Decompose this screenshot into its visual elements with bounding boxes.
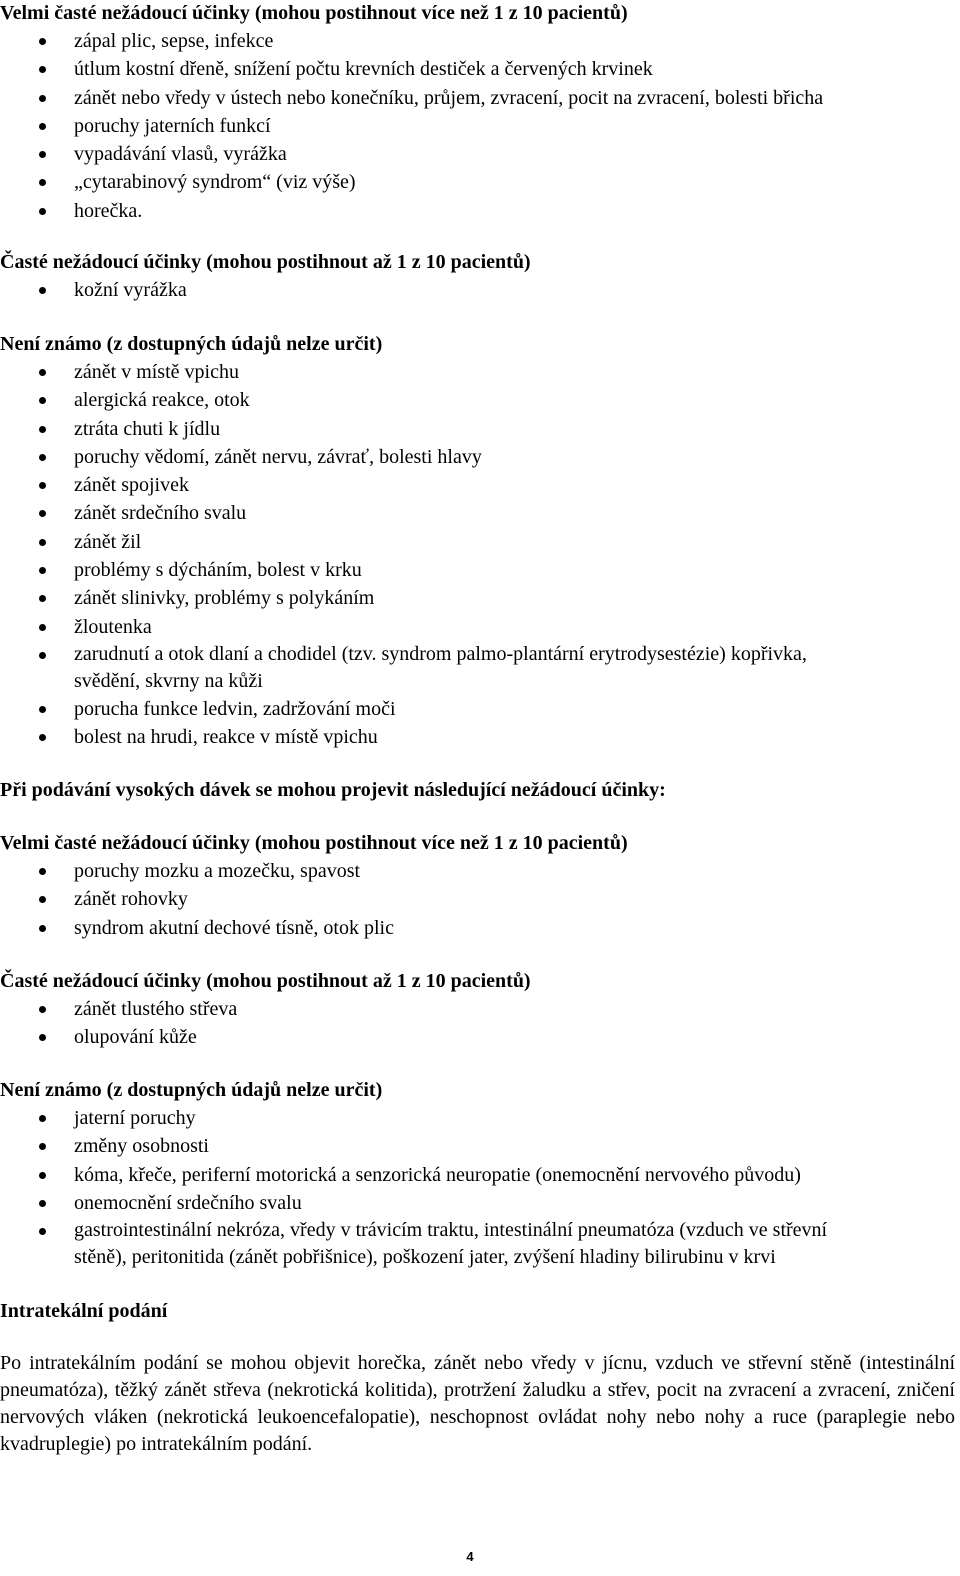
list-item: zánět nebo vředy v ústech nebo konečníku, průjem, zvracení, pocit na zvracení, bolesti břicha: [0, 84, 958, 112]
list-item-text: gastrointestinální nekróza, vředy v trávicím traktu, intestinální pneumatóza (vzduch ve střevní: [74, 1219, 828, 1242]
section-unknown: [0, 331, 958, 752]
page-number: 4: [466, 1549, 474, 1564]
section-heading: Velmi časté nežádoucí účinky (mohou postihnout více než 1 z 10 pacientů): [0, 832, 628, 854]
list-item: útlum kostní dřeně, snížení počtu krevních destiček a červených krvinek: [0, 55, 958, 83]
item-list: [0, 1104, 958, 1271]
list-item: poruchy vědomí, zánět nervu, závrať, bolesti hlavy: [0, 443, 958, 471]
list-item: vypadávání vlasů, vyrážka: [0, 140, 958, 168]
list-item: kóma, křeče, periferní motorická a senzorická neuropatie (onemocnění nervového původu): [0, 1161, 958, 1189]
list-item: [0, 1217, 958, 1271]
list-item-text: zarudnutí a otok dlaní a chodidel (tzv. syndrom palmo-plantární erytrodysestézie) kopřivka,: [74, 642, 807, 665]
intrathecal-paragraph: Po intratekálním podání se mohou objevit horečka, zánět nebo vředy v jícnu, vzduch ve střevní stěně (intestinální pneumatóza), těžký zánět střeva (nekrotická kolitida), protržení žaludku a střev, pocit na zvracení a zvracení, zničení nervových vláken (nekrotická leukoencefalopatie), neschopnost ovládat nohy nebo nohy a ruce (paraplegie nebo kvadruplegie) po intratekálním podání.: [0, 1352, 955, 1455]
item-list: [0, 276, 958, 304]
section-high-dose-heading: [0, 777, 958, 804]
section-intrathecal: [0, 1298, 958, 1325]
list-item: syndrom akutní dechové tísně, otok plic: [0, 914, 958, 942]
list-item: zánět srdečního svalu: [0, 499, 958, 527]
list-item: ztráta chuti k jídlu: [0, 415, 958, 443]
section-heading: Při podávání vysokých dávek se mohou projevit následující nežádoucí účinky:: [0, 779, 666, 801]
list-item: „cytarabinový syndrom“ (viz výše): [0, 168, 958, 196]
list-item: poruchy mozku a mozečku, spavost: [0, 857, 958, 885]
list-item: zápal plic, sepse, infekce: [0, 27, 958, 55]
list-item: problémy s dýcháním, bolest v krku: [0, 556, 958, 584]
section-heading: Velmi časté nežádoucí účinky (mohou postihnout více než 1 z 10 pacientů): [0, 2, 628, 24]
list-item-continuation: stěně), peritonitida (zánět pobřišnice), poškození jater, zvýšení hladiny bilirubinu v krvi: [74, 1246, 776, 1269]
list-item: olupování kůže: [0, 1023, 958, 1051]
list-item: zánět tlustého střeva: [0, 995, 958, 1023]
section-high-dose-very-common: [0, 830, 958, 942]
list-item: [0, 641, 958, 695]
list-item: onemocnění srdečního svalu: [0, 1189, 958, 1217]
section-high-dose-common: [0, 968, 958, 1052]
item-list: [0, 995, 958, 1052]
section-heading: Není známo (z dostupných údajů nelze určit): [0, 333, 383, 355]
list-item: kožní vyrážka: [0, 276, 958, 304]
list-item: zánět v místě vpichu: [0, 358, 958, 386]
list-item: horečka.: [0, 197, 958, 225]
list-item: zánět žil: [0, 528, 958, 556]
item-list: [0, 857, 958, 942]
section-heading: Časté nežádoucí účinky (mohou postihnout až 1 z 10 pacientů): [0, 970, 531, 992]
item-list: [0, 27, 958, 225]
section-heading: Intratekální podání: [0, 1300, 168, 1322]
section-heading: Není známo (z dostupných údajů nelze určit): [0, 1079, 383, 1101]
section-common: [0, 249, 958, 304]
list-item: zánět slinivky, problémy s polykáním: [0, 584, 958, 612]
section-heading: Časté nežádoucí účinky (mohou postihnout až 1 z 10 pacientů): [0, 251, 531, 273]
list-item: zánět spojivek: [0, 471, 958, 499]
list-item: zánět rohovky: [0, 885, 958, 913]
item-list: [0, 358, 958, 752]
section-very-common: [0, 0, 958, 225]
list-item: jaterní poruchy: [0, 1104, 958, 1132]
list-item: žloutenka: [0, 613, 958, 641]
list-item: poruchy jaterních funkcí: [0, 112, 958, 140]
list-item: porucha funkce ledvin, zadržování moči: [0, 695, 958, 723]
list-item-continuation: svědění, skvrny na kůži: [74, 669, 263, 692]
list-item: alergická reakce, otok: [0, 386, 958, 414]
list-item: změny osobnosti: [0, 1132, 958, 1160]
list-item: bolest na hrudi, reakce v místě vpichu: [0, 723, 958, 751]
section-high-dose-unknown: [0, 1077, 958, 1271]
